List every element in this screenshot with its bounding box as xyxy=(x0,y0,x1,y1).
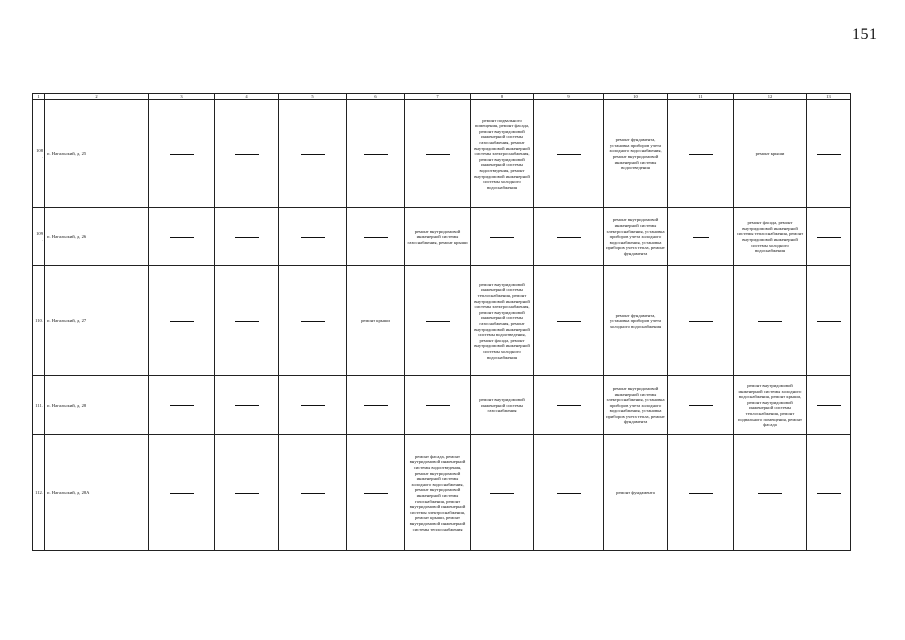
address-cell: п. Нагальский, д. 28 xyxy=(45,376,149,435)
empty-dash-cell xyxy=(807,266,851,376)
work-description-cell xyxy=(734,100,807,208)
dash-mark xyxy=(170,154,194,155)
empty-dash-cell xyxy=(668,435,734,551)
empty-dash-cell xyxy=(534,266,604,376)
dash-mark xyxy=(817,154,841,155)
empty-dash-cell xyxy=(215,100,279,208)
dash-mark xyxy=(235,405,259,406)
empty-dash-cell xyxy=(279,376,347,435)
work-description-text: ремонт фасада, ремонт внутридомовой инженерной системы теплоснабжения, ремонт внутридомовой инженерной системы холодного водоснабжения xyxy=(736,220,804,254)
empty-dash-cell xyxy=(215,266,279,376)
empty-dash-cell xyxy=(534,376,604,435)
work-description-cell xyxy=(471,266,534,376)
dash-mark xyxy=(235,493,259,494)
dash-mark xyxy=(557,237,581,238)
work-description-text: ремонт фундамента xyxy=(616,490,655,496)
column-number-12: 12 xyxy=(734,94,807,100)
dash-mark xyxy=(170,321,194,322)
empty-dash-cell xyxy=(807,376,851,435)
dash-mark xyxy=(426,154,450,155)
work-description-cell xyxy=(471,376,534,435)
column-number-11: 11 xyxy=(668,94,734,100)
dash-mark xyxy=(170,405,194,406)
work-description-cell xyxy=(604,266,668,376)
row-number: 112. xyxy=(33,435,45,551)
column-number-6: 6 xyxy=(347,94,405,100)
column-number-7: 7 xyxy=(405,94,471,100)
column-number-1: 1 xyxy=(33,94,45,100)
dash-mark xyxy=(557,405,581,406)
work-description-cell xyxy=(604,208,668,266)
empty-dash-cell xyxy=(149,100,215,208)
empty-dash-cell xyxy=(807,435,851,551)
row-number: 109. xyxy=(33,208,45,266)
empty-dash-cell xyxy=(668,266,734,376)
table-row xyxy=(33,376,851,435)
dash-mark xyxy=(689,405,713,406)
empty-dash-cell xyxy=(471,208,534,266)
address-cell: п. Нагальский, д. 26 xyxy=(45,208,149,266)
work-description-text: ремонт внутридомовой инженерной системы холодного водоснабжения, ремонт крыши, ремонт внутридомовой инженерной системы теплоснабжения, ремонт подвального помещения, ремонт фасада xyxy=(737,383,803,428)
page-number: 151 xyxy=(852,26,878,43)
empty-dash-cell xyxy=(149,376,215,435)
empty-dash-cell xyxy=(215,376,279,435)
empty-dash-cell xyxy=(734,435,807,551)
column-number-9: 9 xyxy=(534,94,604,100)
dash-mark xyxy=(301,154,325,155)
empty-dash-cell xyxy=(534,435,604,551)
repair-schedule-table xyxy=(32,93,851,551)
empty-dash-cell xyxy=(279,266,347,376)
dash-mark xyxy=(235,237,259,238)
empty-dash-cell xyxy=(279,100,347,208)
dash-mark xyxy=(426,321,450,322)
table-row xyxy=(33,100,851,208)
work-description-cell xyxy=(604,435,668,551)
row-number: 108. xyxy=(33,100,45,208)
empty-dash-cell xyxy=(347,376,405,435)
work-description-text: ремонт подвального помещения, ремонт фасада, ремонт внутридомовой инженерной системы газоснабжения, ремонт внутридомовой инженерной системы электроснабжения, ремонт внутридомовой инженерной системы водоотведения, ремонт внутридомовой инженерной системы холодного водоснабжения xyxy=(474,117,530,190)
work-description-text: ремонт внутридомовой инженерной системы электроснабжения, установка приборов учета холодного водоснабжения, установка приборов учета тепла, ремонт фундамента xyxy=(606,217,665,256)
empty-dash-cell xyxy=(215,208,279,266)
work-description-text: ремонт фасада, ремонт внутридомовой инженерной системы водоотведения, ремонт внутридомовой инженерной системы холодного водоснабжения, ремонт внутридомовой инженерной системы газоснабжения, ремонт внутридомовой инженерной системы электроснабжения, ремонт крыши, ремонт внутридомовой инженерной системы теплоснабжения xyxy=(409,453,466,532)
work-description-cell xyxy=(347,266,405,376)
column-number-3: 3 xyxy=(149,94,215,100)
dash-mark xyxy=(170,237,194,238)
column-number-2: 2 xyxy=(45,94,149,100)
table-row xyxy=(33,208,851,266)
dash-mark xyxy=(817,321,841,322)
dash-mark xyxy=(301,237,325,238)
dash-mark xyxy=(235,154,259,155)
dash-mark xyxy=(817,493,841,494)
work-description-text: ремонт крыши xyxy=(755,151,785,157)
dash-mark xyxy=(689,321,713,322)
work-description-text: ремонт фундамента, установка приборов учета холодного водоснабжения, ремонт внутридомовой инженерной системы водоотведения xyxy=(609,137,662,171)
work-description-text: ремонт внутридомовой инженерной системы газоснабжения xyxy=(479,397,525,414)
empty-dash-cell xyxy=(534,208,604,266)
dash-mark xyxy=(490,237,514,238)
work-description-cell xyxy=(471,100,534,208)
empty-dash-cell xyxy=(405,100,471,208)
dash-mark xyxy=(758,321,782,322)
empty-dash-cell xyxy=(807,208,851,266)
empty-dash-cell xyxy=(807,100,851,208)
dash-mark xyxy=(689,154,713,155)
empty-dash-cell xyxy=(405,376,471,435)
work-description-cell xyxy=(405,208,471,266)
column-number-4: 4 xyxy=(215,94,279,100)
dash-mark xyxy=(364,237,388,238)
empty-dash-cell xyxy=(471,435,534,551)
work-description-cell xyxy=(734,376,807,435)
dash-mark xyxy=(817,405,841,406)
empty-dash-cell xyxy=(668,376,734,435)
address-cell: п. Нагальский, д. 25 xyxy=(45,100,149,208)
column-number-13: 13 xyxy=(807,94,851,100)
dash-mark xyxy=(170,493,194,494)
empty-dash-cell xyxy=(215,435,279,551)
empty-dash-cell xyxy=(405,266,471,376)
dash-mark xyxy=(364,154,388,155)
work-description-text: ремонт внутридомовой инженерной системы электроснабжения, установка приборов учета холодного водоснабжения, установка приборов учета тепла, ремонт фундамента xyxy=(606,385,665,425)
row-number: 111. xyxy=(33,376,45,435)
work-description-text: ремонт крыши xyxy=(361,318,390,324)
column-number-10: 10 xyxy=(604,94,668,100)
work-description-cell xyxy=(604,376,668,435)
address-cell: п. Нагальский, д. 27 xyxy=(45,266,149,376)
table-row xyxy=(33,435,851,551)
work-description-text: ремонт внутридомовой инженерной системы газоснабжения, ремонт крыши xyxy=(407,228,468,245)
empty-dash-cell xyxy=(279,435,347,551)
empty-dash-cell xyxy=(279,208,347,266)
dash-mark xyxy=(490,493,514,494)
dash-mark xyxy=(426,405,450,406)
empty-dash-cell xyxy=(149,266,215,376)
empty-dash-cell xyxy=(149,208,215,266)
work-description-cell xyxy=(405,435,471,551)
empty-dash-cell xyxy=(347,435,405,551)
work-description-text: ремонт внутридомовой инженерной системы теплоснабжения, ремонт внутридомовой инженерной системы электроснабжения, ремонт внутридомовой инженерной системы газоснабжения, ремонт внутридомовой инженерной системы водоотведения, ремонт фасада, ремонт внутридомовой инженерной системы холодного водоснабжения xyxy=(474,281,530,360)
work-description-text: ремонт фундамента, установка приборов учета холодного водоснабжения xyxy=(609,312,662,329)
work-description-cell xyxy=(604,100,668,208)
dash-mark xyxy=(693,237,709,238)
empty-dash-cell xyxy=(734,266,807,376)
dash-mark xyxy=(557,321,581,322)
dash-mark xyxy=(758,493,782,494)
dash-mark xyxy=(557,154,581,155)
dash-mark xyxy=(557,493,581,494)
empty-dash-cell xyxy=(347,100,405,208)
column-number-8: 8 xyxy=(471,94,534,100)
dash-mark xyxy=(235,321,259,322)
empty-dash-cell xyxy=(668,100,734,208)
row-number: 110. xyxy=(33,266,45,376)
dash-mark xyxy=(364,405,388,406)
table-row xyxy=(33,266,851,376)
address-cell: п. Нагальский, д. 28А xyxy=(45,435,149,551)
empty-dash-cell xyxy=(668,208,734,266)
empty-dash-cell xyxy=(149,435,215,551)
column-number-5: 5 xyxy=(279,94,347,100)
empty-dash-cell xyxy=(347,208,405,266)
empty-dash-cell xyxy=(534,100,604,208)
dash-mark xyxy=(817,237,841,238)
dash-mark xyxy=(301,405,325,406)
dash-mark xyxy=(301,493,325,494)
dash-mark xyxy=(301,321,325,322)
work-description-cell xyxy=(734,208,807,266)
dash-mark xyxy=(364,493,388,494)
dash-mark xyxy=(689,493,713,494)
